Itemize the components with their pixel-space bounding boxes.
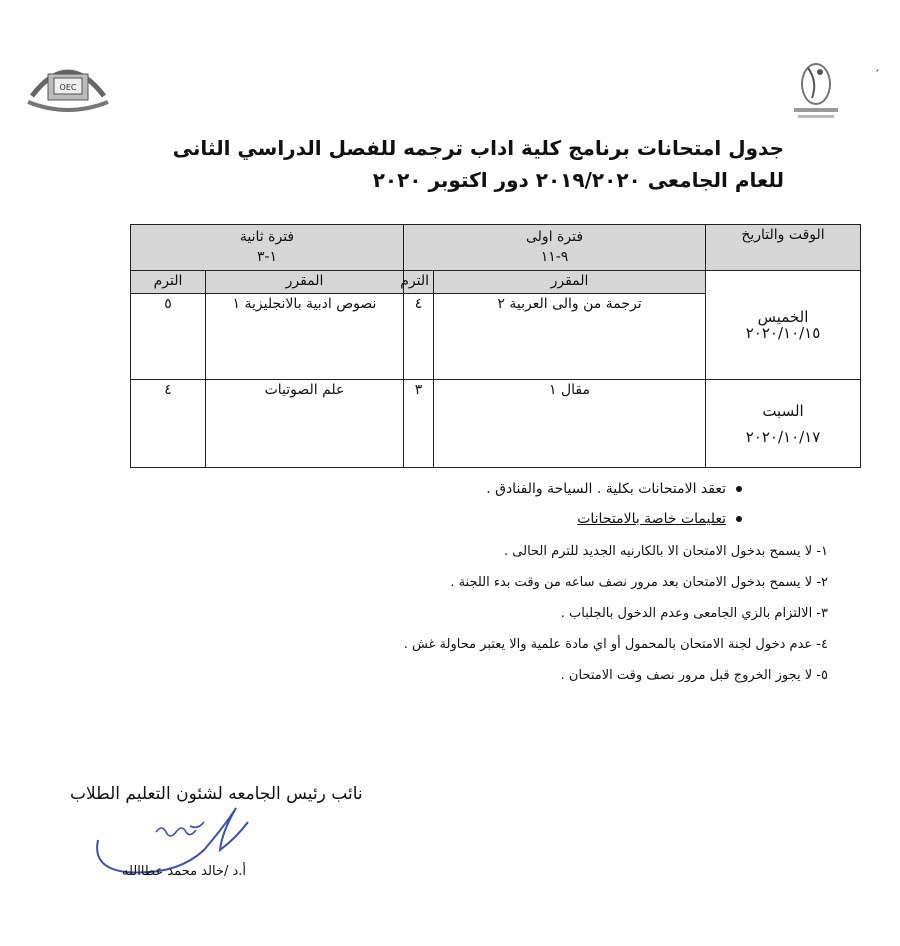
course-cell: مقال ١	[434, 380, 706, 468]
period2-time: ١-٣	[256, 249, 278, 265]
stray-mark: ′	[876, 68, 880, 84]
rule-item: ٣- الالتزام بالزي الجامعى وعدم الدخول بالجلباب .	[560, 606, 828, 621]
day-date: ٢٠٢٠/١٠/١٥	[745, 324, 821, 342]
venue-note: تعقد الامتحانات بكلية . السياحة والفنادق .	[486, 481, 726, 497]
header-time-date: الوقت والتاريخ	[706, 225, 861, 271]
table-row	[131, 380, 861, 468]
exam-schedule-table	[130, 224, 861, 468]
period1-time: ٩-١١	[540, 249, 569, 265]
course-cell: نصوص ادبية بالانجليزية ١	[206, 294, 404, 380]
day-date: ٢٠٢٠/١٠/١٧	[745, 427, 821, 446]
table-subheader-row	[131, 271, 861, 294]
header-period1	[404, 225, 706, 271]
instructions-list	[404, 536, 828, 691]
term-cell: ٣	[404, 380, 434, 468]
subheader-course: المقرر	[434, 271, 706, 294]
faculty-logo	[786, 58, 846, 122]
university-crest-logo	[24, 56, 112, 114]
rule-item: ٥- لا يجوز الخروج قبل مرور نصف وقت الامتحان .	[560, 668, 828, 683]
term-cell: ٥	[131, 294, 206, 380]
term-cell: ٤	[131, 380, 206, 468]
bullet-icon	[736, 516, 742, 522]
subheader-term: الترم	[404, 271, 434, 294]
bullet-icon	[736, 486, 742, 492]
rule-item: ٢- لا يسمح بدخول الامتحان بعد مرور نصف ساعه من وقت بدء اللجنة .	[450, 575, 828, 590]
signatory-name: أ.د /خالد محمد عطاالله	[122, 864, 247, 879]
day-name: الخميس	[757, 308, 809, 326]
list-item	[486, 504, 742, 534]
day-name: السبت	[762, 401, 804, 420]
rule-item: ٤- عدم دخول لجنة الامتحان بالمحمول أو اي مادة علمية والا يعتبر محاولة غش .	[403, 637, 828, 652]
subheader-term: الترم	[131, 271, 206, 294]
logo-left-text: OEC	[59, 83, 77, 92]
signatory-position: نائب رئيس الجامعه لشئون التعليم الطلاب	[70, 784, 363, 804]
day-cell	[706, 380, 861, 468]
course-cell: ترجمة من والى العربية ٢	[434, 294, 706, 380]
period2-name: فترة ثانية	[239, 229, 295, 245]
instructions-title: تعليمات خاصة بالامتحانات	[577, 511, 726, 527]
table-header-row	[131, 225, 861, 271]
day-cell	[706, 271, 861, 380]
subheader-course: المقرر	[206, 271, 404, 294]
list-item	[486, 474, 742, 504]
rule-item: ١- لا يسمح بدخول الامتحان الا بالكارنيه الجديد للترم الحالى .	[504, 544, 828, 559]
course-cell: علم الصوتيات	[206, 380, 404, 468]
header-period2	[131, 225, 404, 271]
page-title-line2: للعام الجامعى ٢٠١٩/٢٠٢٠ دور اكتوبر ٢٠٢٠	[372, 168, 784, 192]
notes-list	[486, 474, 742, 534]
page-title-line1: جدول امتحانات برنامج كلية اداب ترجمه للفصل الدراسي الثانى	[172, 136, 784, 160]
period1-name: فترة اولى	[526, 229, 584, 245]
term-cell: ٤	[404, 294, 434, 380]
